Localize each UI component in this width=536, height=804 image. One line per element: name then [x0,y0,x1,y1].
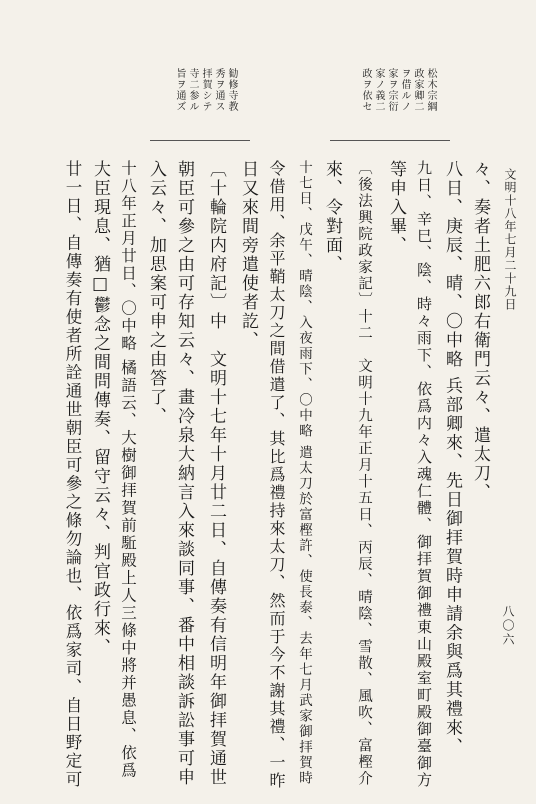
text-column-7: 十七日、戊午、晴陰、入夜雨下、〇中略 遣太刀於富樫許、使長泰、去年七月武家御拝賀時 [296,160,312,787]
text-column-9: 日又來間旁遣使者訖、 [238,160,258,350]
text-column-6: 來、令對面、 [322,160,342,274]
rubric-tag-right-5: 家ノ義二 [373,68,384,112]
text-column-15: 廿一日、自傳奏有使者所詮通世朝臣可參之條勿論也、依爲家司、自日野定可 [63,160,82,789]
rubric-tag-right-2: 政家卿二 [412,68,423,112]
text-column-10: 〔十輪院内府記〕中 文明十七年十月廿二日、自傳奏有信明年御拝賀通世 [206,160,226,787]
text-column-2: 八日、庚辰、晴、〇中略 兵部卿來、先日御拝賀時申請余與爲其禮來、 [442,160,462,757]
text-column-3: 九日、辛巳、陰、時々雨下、依爲内々入魂仁體、御拝賀御禮東山殿室町殿御臺御方 [415,160,433,789]
text-column-11: 朝臣可參之由可存知云々、畫冷泉大納言入來談同事、番中相談訴訟事可申 [174,160,194,787]
rubric-tag-left-3: 拝賀シテ [200,68,211,112]
text-column-1: 々、奏者土肥六郎右衛門云々、遣太刀、 [470,160,490,502]
text-column-12: 入云々、加思案可申之由答了、 [146,160,166,426]
rubric-tag-left-5: 旨ヲ通ズ [174,68,185,112]
rubric-tag-left-4: 寺二参ル [187,68,198,112]
rubric-tag-left-2: 秀ヲ通ス [213,68,224,112]
rubric-divider-left [150,140,250,141]
running-head: 文明十八年七月二十九日 [503,168,517,311]
page-number: 八〇六 [501,605,515,647]
text-column-5: 〔後法興院政家記〕十二 文明十九年正月十五日、丙辰、晴陰、雪散、風吹、富樫介 [356,160,372,787]
rubric-tag-right-1: 松木宗綱 [425,68,436,112]
rubric-tag-right-6: 政ヲ依セ [360,68,371,112]
text-column-14: 大臣現息、猶□鬱念之間問傳奏、留守云々、判官政行來、 [90,160,110,657]
rubric-tag-left-1: 勧修寺教 [226,68,237,112]
text-column-13: 十八年正月廿日、〇中略 橘語云、大樹御拝賀前駈殿上人三條中將并愚息、依爲 [119,160,137,780]
text-column-8: 令借用、余平鞘太刀之間借遣了、其比爲禮持來太刀、然而于今不謝其禮、一昨 [267,160,286,790]
rubric-tag-right-4: 家ヲ宗衍 [386,68,397,112]
rubric-divider-right [330,140,450,141]
rubric-tag-right-3: ヲ借ルノ [399,68,410,112]
text-column-4: 等申入畢、 [386,160,406,255]
